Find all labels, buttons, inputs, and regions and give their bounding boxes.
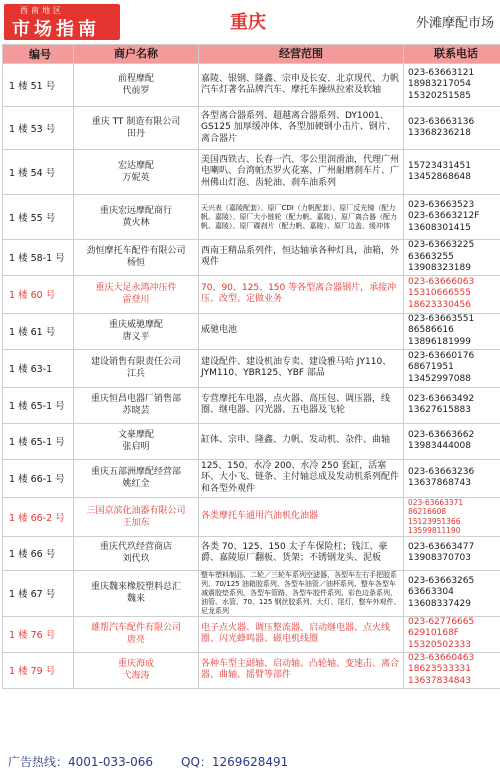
cell-business-scope: 各种车型主副轴、启动轴、凸轮轴、变速击、离合器、曲轴、摇臂等部件 [199,652,404,688]
city-title: 重庆 [230,12,266,33]
merchant-name-line: 江兵 [126,369,145,379]
merchant-name-line: 文豪摩配 [117,430,154,440]
phone-number: 13627615883 [408,405,471,415]
cell-number: 1 楼 66-1 号 [3,459,74,497]
merchant-name-line: 宏达摩配 [117,161,154,171]
cell-phone [404,423,500,459]
table-body [3,64,500,689]
phone-number: 13896181999 [408,336,471,347]
merchant-name-line: 黄火林 [122,218,150,228]
cell-phone [404,64,500,107]
phone-number: 18983217054 [408,79,471,90]
cell-merchant-name [74,536,199,570]
table-row [3,349,500,387]
cell-merchant-name [74,616,199,652]
phone-number: 63663255 [408,251,454,262]
header-merchant-name: 商户名称 [74,45,199,64]
table-row [3,107,500,150]
cell-merchant-name [74,423,199,459]
header-phone: 联系电话 [404,45,500,64]
phone-number: 62910168F [408,628,459,639]
cell-merchant-name [74,497,199,536]
cell-phone [404,107,500,150]
phone-number: 13608337429 [408,598,471,609]
table-row [3,536,500,570]
merchant-name-line: 弋海涛 [122,671,150,681]
phone-number: 023-63663477 [408,541,475,552]
cell-number: 1 楼 65-1 号 [3,387,74,423]
cell-number: 1 楼 65-1 号 [3,423,74,459]
region-label: 西南地区 [20,6,64,15]
merchant-name-line: 重庆威驰摩配 [108,320,163,330]
phone-number: 023-62776665 [408,616,475,627]
cell-merchant-name [74,240,199,276]
cell-phone [404,275,500,313]
table-row [3,459,500,497]
cell-business-scope: 70、90、125、150 等各型离合器钢片，承接冲压、改型、定做业务 [199,275,404,313]
merchant-name-line: 重庆大足永鸿冲压件 [95,283,177,293]
cell-merchant-name [74,107,199,150]
cell-business-scope: 威驰电池 [199,313,404,349]
cell-number: 1 楼 79 号 [3,652,74,688]
merchant-name-line: 张启明 [122,442,150,452]
table-row [3,497,500,536]
phone-number: 13637834843 [408,675,471,686]
cell-business-scope: 缸体、宗申、隆鑫、力帆、发动机、杂件、曲轴 [199,423,404,459]
table-row [3,150,500,195]
cell-phone [404,652,500,688]
cell-merchant-name [74,652,199,688]
cell-phone [404,150,500,195]
cell-phone [404,240,500,276]
phone-number: 023-63666063 [408,276,475,287]
phone-number: 023-63660463 [408,652,475,663]
cell-merchant-name [74,459,199,497]
phone-number: 15320502333 [408,639,471,650]
cell-number: 1 楼 58-1 号 [3,240,74,276]
footer [0,745,500,777]
cell-merchant-name [74,349,199,387]
cell-merchant-name [74,275,199,313]
cell-business-scope: 天兴表（嘉陵配套）、原厂CDI（力帆配套）、原厂反光镜（配力帆、嘉陵）、原厂大小链轮（配力帆、嘉陵）、原厂离合器（配力帆、嘉陵）、原厂碟刹片（配力帆、嘉陵）、原厂边盖、缓冲体 [199,195,404,240]
phone-number: 023-63663212F [408,211,480,222]
cell-number: 1 楼 76 号 [3,616,74,652]
cell-number: 1 楼 66 号 [3,536,74,570]
merchant-name-line: 重庆魏来橡胶塑料总汇 [90,582,181,592]
merchant-name-line: 重庆海成 [117,659,154,669]
phone-number: 15723431451 [408,160,471,171]
cell-phone [404,497,500,536]
cell-business-scope: 建设配件、建设机油专卖、建设雅马哈 JY110、JYM110、YBR125、YBF 部品 [199,349,404,387]
cell-phone [404,195,500,240]
phone-number: 15310666555 [408,288,471,299]
phone-number: 13599811190 [408,526,461,535]
cell-business-scope: 各类 70、125、150 太子车保险杠；钱江、豪爵、嘉陵原厂翻板、货架；不锈钢龙头、泥板 [199,536,404,570]
cell-phone [404,313,500,349]
table-row [3,570,500,616]
phone-number: 68671951 [408,362,454,373]
cell-phone [404,459,500,497]
cell-merchant-name [74,150,199,195]
cell-phone [404,536,500,570]
merchant-name-line: 万妮英 [122,173,150,183]
phone-number: 023-63663121 [408,67,475,78]
phone-number: 023-63663265 [408,575,475,586]
phone-number: 18623533331 [408,664,471,675]
table-row [3,240,500,276]
merchant-name-line: 刘代玖 [122,554,150,564]
phone-number: 023-63663371 [408,497,464,507]
merchant-name-line: 建设销售有限责任公司 [90,357,181,367]
table-row [3,616,500,652]
cell-business-scope: 美国西铁古、长春一汽、零公里润滑油，代理广州电喇叭、台湾帕杰罗火花塞、广州耐磨刹车片、广州佛山灯泡、齿轮油、刹车油系列 [199,150,404,195]
phone-number: 023-63663551 [408,313,475,324]
badge-title: 市场指南 [12,19,100,40]
cell-merchant-name [74,387,199,423]
merchant-name-line: 三国京滨化油器有限公司 [86,505,186,516]
merchant-name-line: 姚红全 [122,479,150,489]
cell-phone [404,616,500,652]
cell-merchant-name [74,313,199,349]
cell-merchant-name [74,570,199,616]
merchant-name-line: 前程摩配 [117,74,154,84]
phone-number: 18623330456 [408,299,471,310]
ad-hotline: 广告热线：4001-033-066 [8,754,154,769]
merchant-name-line: 唐亮 [126,635,145,645]
cell-number: 1 楼 61 号 [3,313,74,349]
header-number: 编号 [3,45,74,64]
merchant-name-line: 田丹 [126,129,145,139]
phone-number: 13637868743 [408,478,471,488]
market-guide-badge [4,4,120,40]
merchant-name-line: 魏来 [126,594,145,604]
phone-number: 15123951366 [408,516,461,526]
cell-business-scope: 125、150、水冷 200、水冷 250 套缸，活塞环、大小飞、链条、主付轴总成及发动机系列配件和各型外观件 [199,459,404,497]
table-row [3,313,500,349]
table-row [3,387,500,423]
merchant-name-line: 唐义平 [122,332,150,342]
header-business-scope: 经营范围 [199,45,404,64]
merchant-table [2,44,500,689]
table-row [3,275,500,313]
header [0,0,500,44]
phone-number: 86216608 [408,507,447,516]
phone-number: 023-63663236 [408,466,475,477]
merchant-name-line: 杨恒 [126,258,145,269]
phone-number: 13452997088 [408,373,471,384]
cell-number: 1 楼 53 号 [3,107,74,150]
merchant-name-line: 重庆五部洲摩配经营部 [90,467,181,477]
cell-business-scope: 专营摩托车电器，点火器、高压包、调压器，线圈、继电器、闪光器、五电器及飞轮 [199,387,404,423]
merchant-name-line: 重庆 TT 制造有限公司 [91,117,181,127]
merchant-name-line: 雄帮汽车配件有限公司 [90,623,181,633]
phone-number: 023-63663523 [408,199,475,210]
merchant-name-line: 王加东 [122,517,150,528]
phone-number: 86586616 [408,325,454,336]
table-header-row [3,45,500,64]
market-name: 外滩摩配市场 [415,16,494,31]
cell-number: 1 楼 51 号 [3,64,74,107]
cell-phone [404,570,500,616]
cell-business-scope: 西南王精品系列件，恒达轴承各种灯具，油箱，外观件 [199,240,404,276]
phone-number: 63663304 [408,587,454,598]
table-row [3,64,500,107]
merchant-name-line: 代前罗 [122,86,150,96]
cell-number: 1 楼 66-2 号 [3,497,74,536]
phone-number: 023-63663662 [408,429,475,440]
merchant-name-line: 雷登川 [122,295,150,305]
merchant-name-line: 劲恒摩托车配件有限公司 [86,246,186,257]
phone-number: 023-63663225 [408,240,475,250]
cell-number: 1 楼 54 号 [3,150,74,195]
cell-merchant-name [74,64,199,107]
phone-number: 13608301415 [408,222,471,233]
table-row [3,423,500,459]
phone-number: 13908323189 [408,263,471,273]
merchant-name-line: 重庆宏远摩配商行 [99,206,172,216]
cell-number: 1 楼 63-1 [3,349,74,387]
merchant-name-line: 重庆代玖经营商店 [99,542,172,552]
cell-phone [404,349,500,387]
cell-phone [404,387,500,423]
merchant-name-line: 苏晓芸 [122,406,150,416]
cell-business-scope: 整车塑料制品、二轮／三轮车系列空滤器、各型车左右手把胶系列、70/125 油箱胶系列、各型车油管／油杯系列、整车各型车减震胶垫系列、各型车管路、各型车胶件系列、彩色边条系列、油管、水管、70、125 钢丝胶系列、大灯、尾灯，整车外观件、尼龙系列 [199,570,404,616]
cell-business-scope: 各型离合器系列、超越离合器系列、DY1001、GS125 加厚缓冲体、各型加硬钢小击片、钢片、离合器片 [199,107,404,150]
phone-number: 023-63663492 [408,393,475,404]
phone-number: 13368236218 [408,128,471,138]
phone-number: 023-63663136 [408,116,475,127]
cell-business-scope: 各类摩托车通用汽油机化油器 [199,497,404,536]
cell-business-scope: 嘉陵、银钢、隆鑫、宗申及长安、北京现代、力帆汽车灯著名品牌汽车、摩托车操纵拉索及软轴 [199,64,404,107]
cell-number: 1 楼 55 号 [3,195,74,240]
cell-number: 1 楼 67 号 [3,570,74,616]
phone-number: 13983444008 [408,441,471,451]
cell-number: 1 楼 60 号 [3,275,74,313]
phone-number: 13908370703 [408,553,471,563]
cell-merchant-name [74,195,199,240]
table-row [3,652,500,688]
cell-business-scope: 电子点火器、调压整流器、启动继电器、点火线圈、闪光蜂鸣器、磁电机线圈 [199,616,404,652]
phone-number: 023-63660176 [408,350,475,361]
phone-number: 13452868648 [408,172,471,182]
merchant-name-line: 重庆恒昌电器厂销售部 [90,394,181,404]
table-row [3,195,500,240]
qq-contact: QQ：1269628491 [181,754,289,769]
phone-number: 15320251585 [408,90,471,101]
